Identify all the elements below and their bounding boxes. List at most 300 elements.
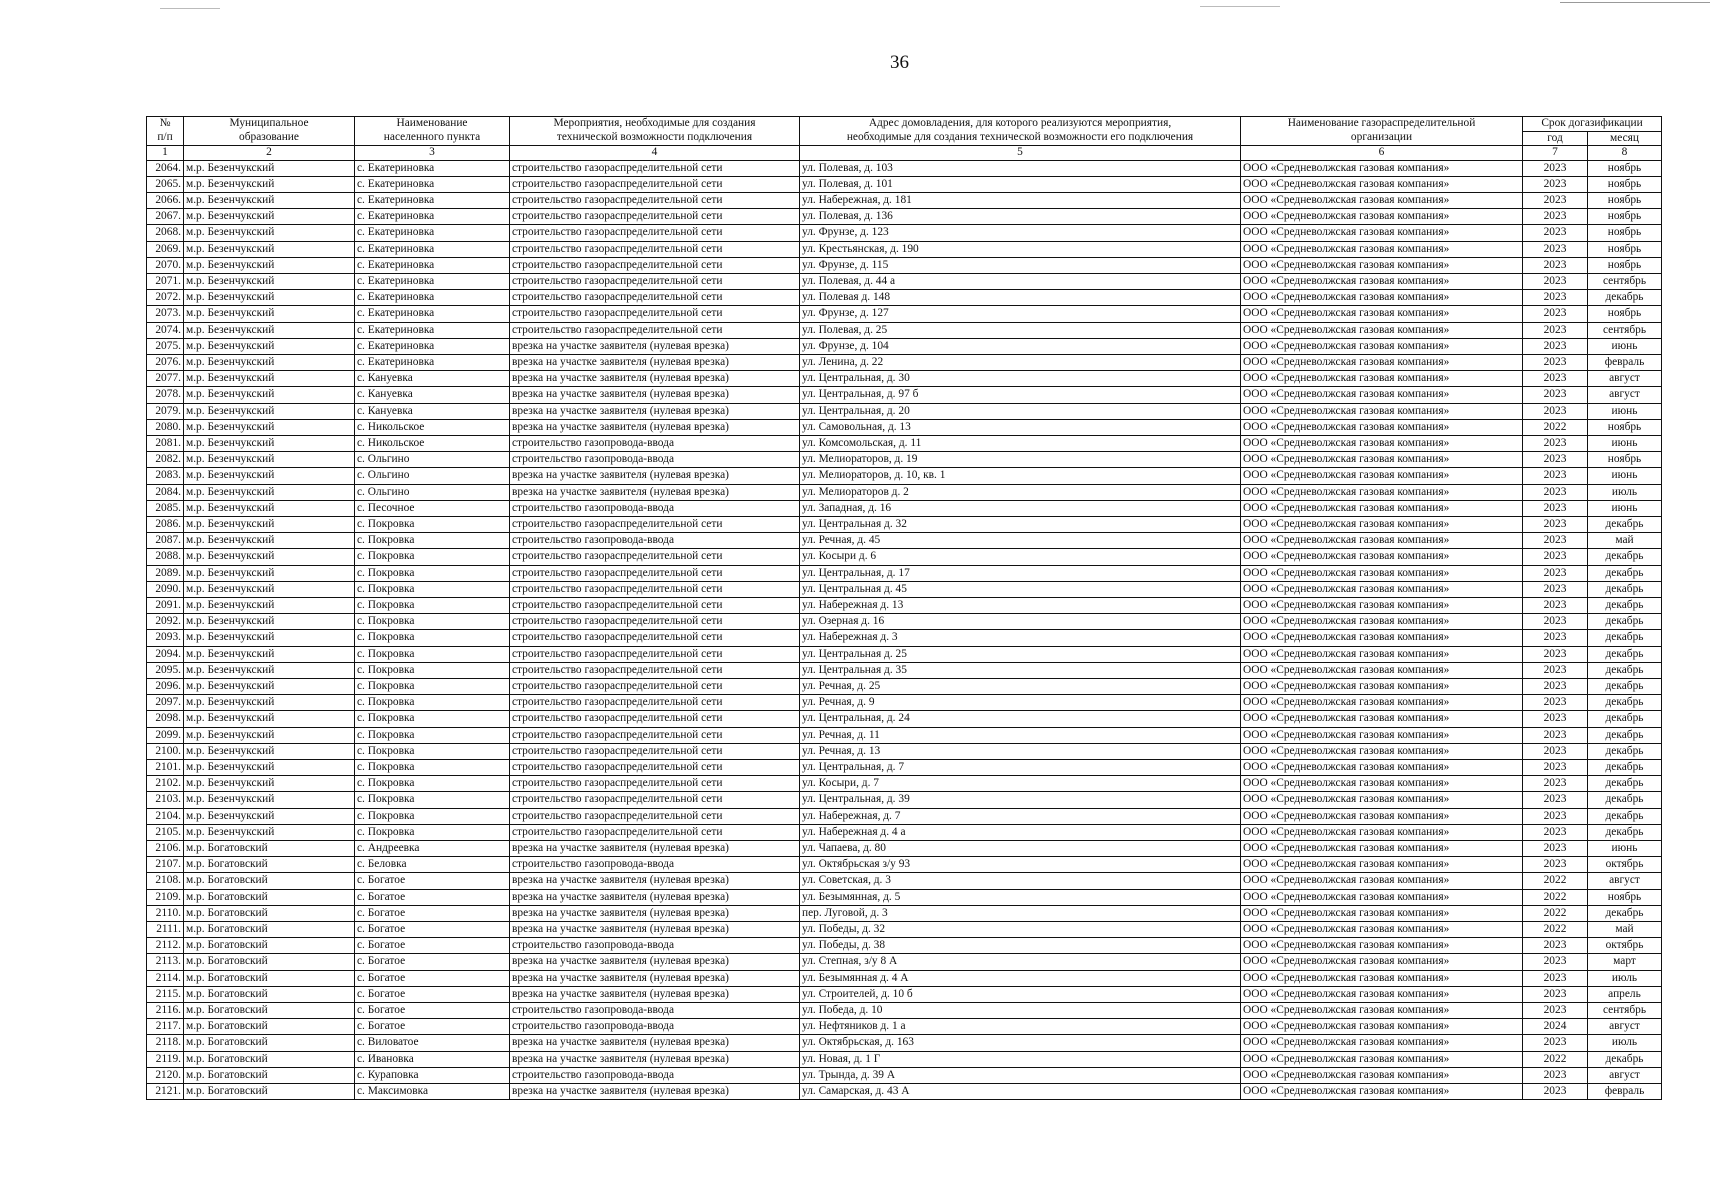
col-number-6: 6 — [1241, 146, 1523, 161]
col-number-2: 2 — [184, 146, 355, 161]
month-cell: август — [1588, 1067, 1662, 1083]
address-cell: ул. Крестьянская, д. 190 — [800, 241, 1241, 257]
header-municipality-sub: образование — [184, 131, 355, 146]
month-cell: декабрь — [1588, 905, 1662, 921]
settlement-cell: с. Екатериновка — [355, 290, 510, 306]
year-cell: 2023 — [1523, 743, 1588, 759]
address-cell: ул. Полевая, д. 25 — [800, 322, 1241, 338]
measure-cell: строительство газораспределительной сети — [510, 322, 800, 338]
year-cell: 2022 — [1523, 905, 1588, 921]
address-cell: ул. Западная, д. 16 — [800, 500, 1241, 516]
row-number-cell: 2070. — [147, 257, 184, 273]
table-row — [147, 387, 1662, 403]
address-cell: ул. Советская, д. 3 — [800, 873, 1241, 889]
table-row — [147, 1067, 1662, 1083]
organization-cell: ООО «Средневолжская газовая компания» — [1241, 209, 1523, 225]
address-cell: ул. Набережная д. 3 — [800, 630, 1241, 646]
table-row — [147, 905, 1662, 921]
year-cell: 2023 — [1523, 970, 1588, 986]
settlement-cell: с. Покровка — [355, 533, 510, 549]
organization-cell: ООО «Средневолжская газовая компания» — [1241, 241, 1523, 257]
address-cell: ул. Фрунзе, д. 104 — [800, 338, 1241, 354]
row-number-cell: 2071. — [147, 273, 184, 289]
municipality-cell: м.р. Безенчукский — [184, 549, 355, 565]
organization-cell: ООО «Средневолжская газовая компания» — [1241, 468, 1523, 484]
settlement-cell: с. Максимовка — [355, 1084, 510, 1100]
table-row — [147, 338, 1662, 354]
measure-cell: строительство газораспределительной сети — [510, 549, 800, 565]
organization-cell: ООО «Средневолжская газовая компания» — [1241, 516, 1523, 532]
row-number-cell: 2078. — [147, 387, 184, 403]
address-cell: ул. Набережная, д. 181 — [800, 192, 1241, 208]
settlement-cell: с. Богатое — [355, 905, 510, 921]
settlement-cell: с. Покровка — [355, 727, 510, 743]
month-cell: август — [1588, 873, 1662, 889]
municipality-cell: м.р. Богатовский — [184, 905, 355, 921]
table-row — [147, 516, 1662, 532]
measure-cell: строительство газораспределительной сети — [510, 290, 800, 306]
address-cell: ул. Нефтяников д. 1 а — [800, 1019, 1241, 1035]
measure-cell: врезка на участке заявителя (нулевая врезка) — [510, 841, 800, 857]
row-number-cell: 2072. — [147, 290, 184, 306]
year-cell: 2023 — [1523, 435, 1588, 451]
municipality-cell: м.р. Богатовский — [184, 1003, 355, 1019]
organization-cell: ООО «Средневолжская газовая компания» — [1241, 257, 1523, 273]
organization-cell: ООО «Средневолжская газовая компания» — [1241, 225, 1523, 241]
measure-cell: врезка на участке заявителя (нулевая врезка) — [510, 922, 800, 938]
settlement-cell: с. Кануевка — [355, 387, 510, 403]
organization-cell: ООО «Средневолжская газовая компания» — [1241, 792, 1523, 808]
month-cell: апрель — [1588, 986, 1662, 1002]
table-row — [147, 581, 1662, 597]
settlement-cell: с. Ивановка — [355, 1051, 510, 1067]
year-cell: 2023 — [1523, 776, 1588, 792]
settlement-cell: с. Богатое — [355, 1003, 510, 1019]
address-cell: ул. Мелиораторов д. 2 — [800, 484, 1241, 500]
measure-cell: строительство газораспределительной сети — [510, 597, 800, 613]
measure-cell: строительство газопровода-ввода — [510, 857, 800, 873]
settlement-cell: с. Богатое — [355, 986, 510, 1002]
measure-cell: строительство газораспределительной сети — [510, 760, 800, 776]
year-cell: 2023 — [1523, 824, 1588, 840]
municipality-cell: м.р. Безенчукский — [184, 516, 355, 532]
month-cell: ноябрь — [1588, 241, 1662, 257]
measure-cell: врезка на участке заявителя (нулевая врезка) — [510, 371, 800, 387]
address-cell: ул. Набережная д. 4 а — [800, 824, 1241, 840]
settlement-cell: с. Богатое — [355, 1019, 510, 1035]
measure-cell: врезка на участке заявителя (нулевая врезка) — [510, 354, 800, 370]
organization-cell: ООО «Средневолжская газовая компания» — [1241, 808, 1523, 824]
settlement-cell: с. Покровка — [355, 743, 510, 759]
year-cell: 2023 — [1523, 597, 1588, 613]
address-cell: ул. Мелиораторов, д. 19 — [800, 452, 1241, 468]
organization-cell: ООО «Средневолжская газовая компания» — [1241, 873, 1523, 889]
municipality-cell: м.р. Богатовский — [184, 922, 355, 938]
address-cell: ул. Озерная д. 16 — [800, 614, 1241, 630]
measure-cell: врезка на участке заявителя (нулевая врезка) — [510, 873, 800, 889]
municipality-cell: м.р. Безенчукский — [184, 776, 355, 792]
settlement-cell: с. Екатериновка — [355, 160, 510, 176]
settlement-cell: с. Богатое — [355, 873, 510, 889]
settlement-cell: с. Покровка — [355, 760, 510, 776]
month-cell: июнь — [1588, 338, 1662, 354]
table-row — [147, 873, 1662, 889]
municipality-cell: м.р. Богатовский — [184, 889, 355, 905]
month-cell: март — [1588, 954, 1662, 970]
measure-cell: врезка на участке заявителя (нулевая врезка) — [510, 1051, 800, 1067]
settlement-cell: с. Екатериновка — [355, 273, 510, 289]
organization-cell: ООО «Средневолжская газовая компания» — [1241, 565, 1523, 581]
municipality-cell: м.р. Безенчукский — [184, 484, 355, 500]
table-row — [147, 614, 1662, 630]
header-year: год — [1523, 131, 1588, 146]
row-number-cell: 2110. — [147, 905, 184, 921]
year-cell: 2023 — [1523, 1084, 1588, 1100]
organization-cell: ООО «Средневолжская газовая компания» — [1241, 1035, 1523, 1051]
municipality-cell: м.р. Богатовский — [184, 1051, 355, 1067]
col-number-7: 7 — [1523, 146, 1588, 161]
organization-cell: ООО «Средневолжская газовая компания» — [1241, 776, 1523, 792]
organization-cell: ООО «Средневолжская газовая компания» — [1241, 160, 1523, 176]
settlement-cell: с. Покровка — [355, 630, 510, 646]
year-cell: 2023 — [1523, 241, 1588, 257]
address-cell: ул. Центральная, д. 17 — [800, 565, 1241, 581]
row-number-cell: 2084. — [147, 484, 184, 500]
table-row — [147, 209, 1662, 225]
row-number-cell: 2112. — [147, 938, 184, 954]
municipality-cell: м.р. Безенчукский — [184, 500, 355, 516]
municipality-cell: м.р. Безенчукский — [184, 387, 355, 403]
organization-cell: ООО «Средневолжская газовая компания» — [1241, 597, 1523, 613]
measure-cell: строительство газораспределительной сети — [510, 209, 800, 225]
measure-cell: строительство газопровода-ввода — [510, 1067, 800, 1083]
row-number-cell: 2067. — [147, 209, 184, 225]
address-cell: ул. Центральная д. 25 — [800, 646, 1241, 662]
table-row — [147, 857, 1662, 873]
header-deadline: Срок догазификации — [1523, 117, 1662, 132]
municipality-cell: м.р. Безенчукский — [184, 371, 355, 387]
organization-cell: ООО «Средневолжская газовая компания» — [1241, 1067, 1523, 1083]
measure-cell: строительство газораспределительной сети — [510, 516, 800, 532]
settlement-cell: с. Богатое — [355, 938, 510, 954]
year-cell: 2024 — [1523, 1019, 1588, 1035]
row-number-cell: 2080. — [147, 419, 184, 435]
table-body — [147, 160, 1662, 1100]
year-cell: 2023 — [1523, 533, 1588, 549]
month-cell: август — [1588, 371, 1662, 387]
row-number-cell: 2094. — [147, 646, 184, 662]
settlement-cell: с. Виловатое — [355, 1035, 510, 1051]
organization-cell: ООО «Средневолжская газовая компания» — [1241, 938, 1523, 954]
settlement-cell: с. Ольгино — [355, 452, 510, 468]
col-number-8: 8 — [1588, 146, 1662, 161]
address-cell: ул. Фрунзе, д. 123 — [800, 225, 1241, 241]
settlement-cell: с. Курaповка — [355, 1067, 510, 1083]
measure-cell: врезка на участке заявителя (нулевая врезка) — [510, 468, 800, 484]
month-cell: декабрь — [1588, 760, 1662, 776]
table-row — [147, 257, 1662, 273]
organization-cell: ООО «Средневолжская газовая компания» — [1241, 484, 1523, 500]
table-row — [147, 954, 1662, 970]
measure-cell: строительство газораспределительной сети — [510, 192, 800, 208]
header-measures-sub: технической возможности подключения — [510, 131, 800, 146]
measure-cell: врезка на участке заявителя (нулевая врезка) — [510, 905, 800, 921]
organization-cell: ООО «Средневолжская газовая компания» — [1241, 1003, 1523, 1019]
measure-cell: строительство газораспределительной сети — [510, 225, 800, 241]
year-cell: 2023 — [1523, 452, 1588, 468]
settlement-cell: с. Екатериновка — [355, 322, 510, 338]
measure-cell: строительство газопровода-ввода — [510, 1019, 800, 1035]
measure-cell: врезка на участке заявителя (нулевая врезка) — [510, 986, 800, 1002]
municipality-cell: м.р. Безенчукский — [184, 338, 355, 354]
address-cell: ул. Центральная, д. 7 — [800, 760, 1241, 776]
row-number-cell: 2102. — [147, 776, 184, 792]
year-cell: 2023 — [1523, 1067, 1588, 1083]
organization-cell: ООО «Средневолжская газовая компания» — [1241, 581, 1523, 597]
month-cell: декабрь — [1588, 581, 1662, 597]
month-cell: декабрь — [1588, 549, 1662, 565]
year-cell: 2022 — [1523, 419, 1588, 435]
month-cell: июнь — [1588, 841, 1662, 857]
table-row — [147, 435, 1662, 451]
month-cell: декабрь — [1588, 776, 1662, 792]
table-row — [147, 533, 1662, 549]
row-number-cell: 2100. — [147, 743, 184, 759]
header-settlement-sub: населенного пункта — [355, 131, 510, 146]
month-cell: декабрь — [1588, 679, 1662, 695]
address-cell: ул. Победы, д. 32 — [800, 922, 1241, 938]
measure-cell: строительство газопровода-ввода — [510, 452, 800, 468]
address-cell: ул. Набережная д. 13 — [800, 597, 1241, 613]
settlement-cell: с. Покровка — [355, 711, 510, 727]
measure-cell: врезка на участке заявителя (нулевая врезка) — [510, 1084, 800, 1100]
year-cell: 2023 — [1523, 986, 1588, 1002]
measure-cell: строительство газораспределительной сети — [510, 695, 800, 711]
row-number-cell: 2092. — [147, 614, 184, 630]
settlement-cell: с. Покровка — [355, 581, 510, 597]
organization-cell: ООО «Средневолжская газовая компания» — [1241, 273, 1523, 289]
month-cell: февраль — [1588, 354, 1662, 370]
month-cell: декабрь — [1588, 792, 1662, 808]
municipality-cell: м.р. Безенчукский — [184, 614, 355, 630]
table-row — [147, 419, 1662, 435]
settlement-cell: с. Кануевка — [355, 403, 510, 419]
table-row — [147, 646, 1662, 662]
year-cell: 2023 — [1523, 727, 1588, 743]
year-cell: 2023 — [1523, 792, 1588, 808]
year-cell: 2023 — [1523, 614, 1588, 630]
measure-cell: строительство газораспределительной сети — [510, 646, 800, 662]
table-row — [147, 500, 1662, 516]
municipality-cell: м.р. Богатовский — [184, 873, 355, 889]
col-number-4: 4 — [510, 146, 800, 161]
address-cell: ул. Победы, д. 38 — [800, 938, 1241, 954]
month-cell: август — [1588, 387, 1662, 403]
year-cell: 2023 — [1523, 387, 1588, 403]
month-cell: декабрь — [1588, 646, 1662, 662]
table-row — [147, 743, 1662, 759]
settlement-cell: с. Беловка — [355, 857, 510, 873]
table-row — [147, 452, 1662, 468]
municipality-cell: м.р. Безенчукский — [184, 630, 355, 646]
organization-cell: ООО «Средневолжская газовая компания» — [1241, 695, 1523, 711]
year-cell: 2023 — [1523, 225, 1588, 241]
municipality-cell: м.р. Безенчукский — [184, 695, 355, 711]
table-row — [147, 711, 1662, 727]
organization-cell: ООО «Средневолжская газовая компания» — [1241, 760, 1523, 776]
organization-cell: ООО «Средневолжская газовая компания» — [1241, 354, 1523, 370]
month-cell: октябрь — [1588, 857, 1662, 873]
address-cell: ул. Речная, д. 9 — [800, 695, 1241, 711]
measure-cell: строительство газораспределительной сети — [510, 176, 800, 192]
row-number-cell: 2073. — [147, 306, 184, 322]
month-cell: ноябрь — [1588, 176, 1662, 192]
measure-cell: строительство газораспределительной сети — [510, 727, 800, 743]
measure-cell: строительство газораспределительной сети — [510, 241, 800, 257]
page-number: 36 — [890, 52, 909, 73]
header-address: Адрес домовладения, для которого реализуются мероприятия, — [800, 117, 1241, 132]
settlement-cell: с. Покровка — [355, 597, 510, 613]
month-cell: декабрь — [1588, 711, 1662, 727]
measure-cell: строительство газораспределительной сети — [510, 257, 800, 273]
row-number-cell: 2117. — [147, 1019, 184, 1035]
row-number-cell: 2106. — [147, 841, 184, 857]
year-cell: 2023 — [1523, 516, 1588, 532]
table-row — [147, 679, 1662, 695]
row-number-cell: 2119. — [147, 1051, 184, 1067]
table-row — [147, 1051, 1662, 1067]
table-row — [147, 630, 1662, 646]
address-cell: ул. Октябрьская з/у 93 — [800, 857, 1241, 873]
organization-cell: ООО «Средневолжская газовая компания» — [1241, 630, 1523, 646]
year-cell: 2023 — [1523, 841, 1588, 857]
organization-cell: ООО «Средневолжская газовая компания» — [1241, 435, 1523, 451]
settlement-cell: с. Екатериновка — [355, 338, 510, 354]
municipality-cell: м.р. Безенчукский — [184, 209, 355, 225]
month-cell: февраль — [1588, 1084, 1662, 1100]
municipality-cell: м.р. Безенчукский — [184, 727, 355, 743]
month-cell: ноябрь — [1588, 889, 1662, 905]
organization-cell: ООО «Средневолжская газовая компания» — [1241, 290, 1523, 306]
settlement-cell: с. Екатериновка — [355, 176, 510, 192]
table-row — [147, 192, 1662, 208]
row-number-cell: 2066. — [147, 192, 184, 208]
organization-cell: ООО «Средневолжская газовая компания» — [1241, 1084, 1523, 1100]
row-number-cell: 2108. — [147, 873, 184, 889]
header-measures: Мероприятия, необходимые для создания — [510, 117, 800, 132]
measure-cell: врезка на участке заявителя (нулевая врезка) — [510, 403, 800, 419]
address-cell: ул. Центральная, д. 97 б — [800, 387, 1241, 403]
settlement-cell: с. Покровка — [355, 549, 510, 565]
year-cell: 2023 — [1523, 484, 1588, 500]
table-row — [147, 241, 1662, 257]
row-number-cell: 2107. — [147, 857, 184, 873]
year-cell: 2023 — [1523, 938, 1588, 954]
year-cell: 2023 — [1523, 679, 1588, 695]
municipality-cell: м.р. Безенчукский — [184, 581, 355, 597]
settlement-cell: с. Екатериновка — [355, 241, 510, 257]
measure-cell: врезка на участке заявителя (нулевая врезка) — [510, 954, 800, 970]
row-number-cell: 2097. — [147, 695, 184, 711]
row-number-cell: 2082. — [147, 452, 184, 468]
address-cell: ул. Косыри, д. 7 — [800, 776, 1241, 792]
table-row — [147, 889, 1662, 905]
settlement-cell: с. Екатериновка — [355, 257, 510, 273]
municipality-cell: м.р. Безенчукский — [184, 419, 355, 435]
measure-cell: врезка на участке заявителя (нулевая врезка) — [510, 889, 800, 905]
municipality-cell: м.р. Безенчукский — [184, 306, 355, 322]
address-cell: ул. Ленина, д. 22 — [800, 354, 1241, 370]
settlement-cell: с. Покровка — [355, 824, 510, 840]
year-cell: 2023 — [1523, 711, 1588, 727]
table-row — [147, 1084, 1662, 1100]
row-number-cell: 2091. — [147, 597, 184, 613]
address-cell: ул. Самарская, д. 43 А — [800, 1084, 1241, 1100]
municipality-cell: м.р. Безенчукский — [184, 760, 355, 776]
municipality-cell: м.р. Безенчукский — [184, 792, 355, 808]
year-cell: 2023 — [1523, 209, 1588, 225]
month-cell: май — [1588, 922, 1662, 938]
address-cell: ул. Степная, з/у 8 А — [800, 954, 1241, 970]
measure-cell: врезка на участке заявителя (нулевая врезка) — [510, 484, 800, 500]
year-cell: 2023 — [1523, 176, 1588, 192]
organization-cell: ООО «Средневолжская газовая компания» — [1241, 954, 1523, 970]
month-cell: август — [1588, 1019, 1662, 1035]
municipality-cell: м.р. Безенчукский — [184, 290, 355, 306]
measure-cell: строительство газораспределительной сети — [510, 711, 800, 727]
measure-cell: строительство газопровода-ввода — [510, 938, 800, 954]
municipality-cell: м.р. Безенчукский — [184, 597, 355, 613]
row-number-cell: 2087. — [147, 533, 184, 549]
address-cell: ул. Комсомольская, д. 11 — [800, 435, 1241, 451]
month-cell: декабрь — [1588, 597, 1662, 613]
organization-cell: ООО «Средневолжская газовая компания» — [1241, 452, 1523, 468]
table-row — [147, 597, 1662, 613]
row-number-cell: 2083. — [147, 468, 184, 484]
row-number-cell: 2104. — [147, 808, 184, 824]
settlement-cell: с. Ольгино — [355, 468, 510, 484]
address-cell: ул. Полевая д. 148 — [800, 290, 1241, 306]
organization-cell: ООО «Средневолжская газовая компания» — [1241, 549, 1523, 565]
settlement-cell: с. Покровка — [355, 792, 510, 808]
month-cell: июнь — [1588, 500, 1662, 516]
table-row — [147, 484, 1662, 500]
month-cell: июнь — [1588, 403, 1662, 419]
row-number-cell: 2068. — [147, 225, 184, 241]
municipality-cell: м.р. Безенчукский — [184, 662, 355, 678]
municipality-cell: м.р. Богатовский — [184, 970, 355, 986]
settlement-cell: с. Богатое — [355, 922, 510, 938]
month-cell: ноябрь — [1588, 257, 1662, 273]
year-cell: 2023 — [1523, 306, 1588, 322]
month-cell: декабрь — [1588, 1051, 1662, 1067]
municipality-cell: м.р. Богатовский — [184, 1019, 355, 1035]
organization-cell: ООО «Средневолжская газовая компания» — [1241, 1019, 1523, 1035]
row-number-cell: 2081. — [147, 435, 184, 451]
settlement-cell: с. Покровка — [355, 565, 510, 581]
address-cell: ул. Речная, д. 13 — [800, 743, 1241, 759]
municipality-cell: м.р. Безенчукский — [184, 533, 355, 549]
table-row — [147, 792, 1662, 808]
year-cell: 2022 — [1523, 889, 1588, 905]
year-cell: 2023 — [1523, 338, 1588, 354]
row-number-cell: 2064. — [147, 160, 184, 176]
table-row — [147, 273, 1662, 289]
organization-cell: ООО «Средневолжская газовая компания» — [1241, 322, 1523, 338]
settlement-cell: с. Богатое — [355, 954, 510, 970]
table-row — [147, 824, 1662, 840]
row-number-cell: 2075. — [147, 338, 184, 354]
